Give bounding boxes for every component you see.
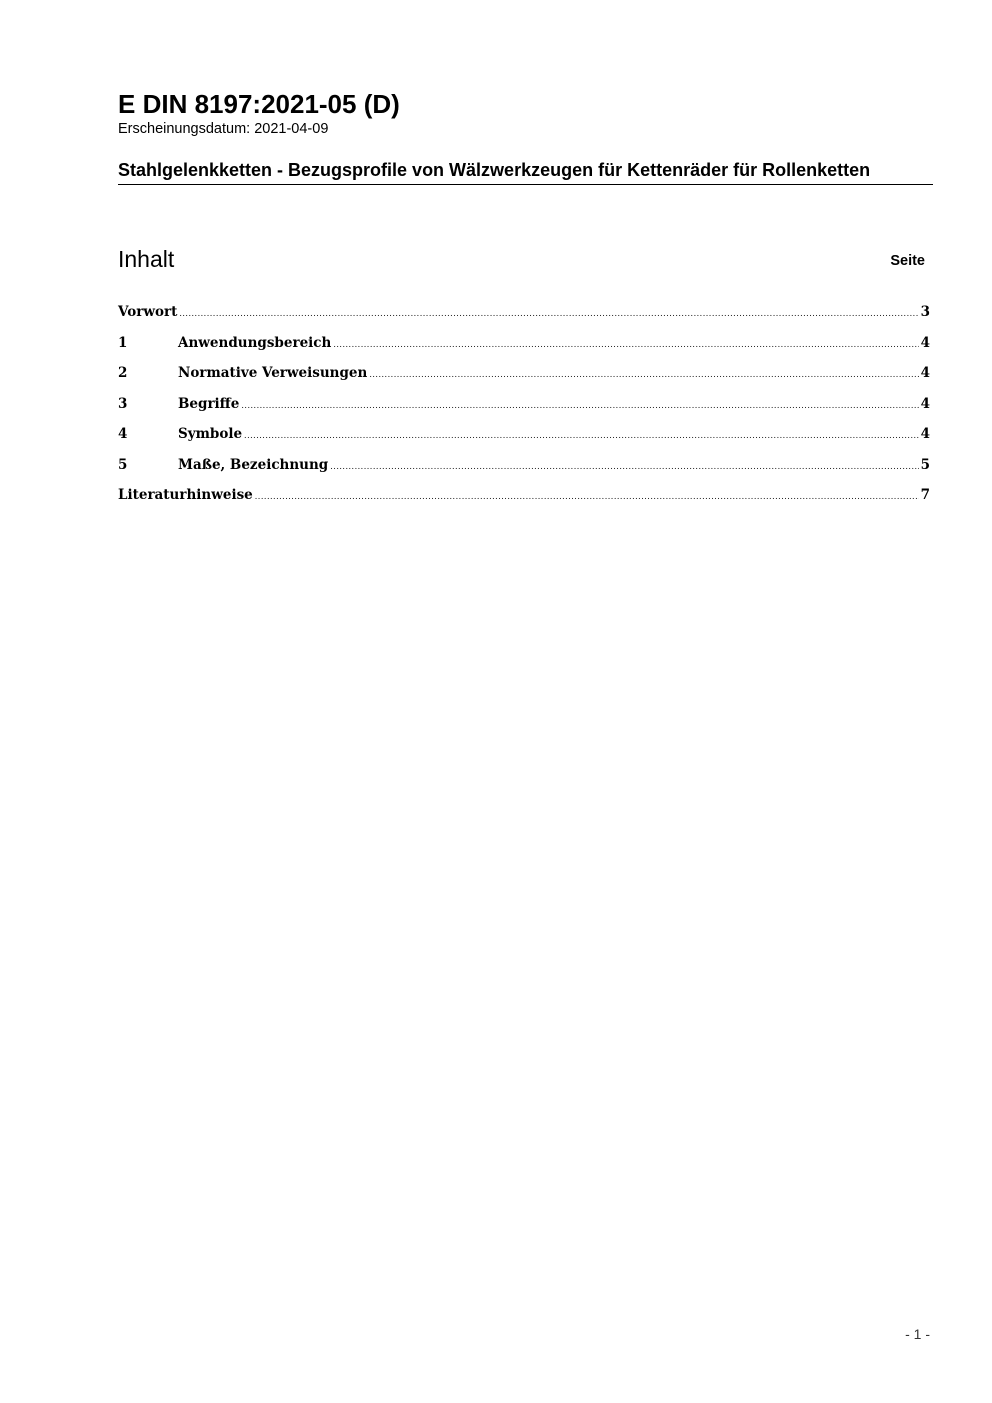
toc-entry-number: 2 bbox=[118, 365, 128, 381]
toc-entry-page: 4 bbox=[920, 334, 930, 351]
toc-entry-number: 5 bbox=[118, 456, 128, 473]
publication-date-line bbox=[118, 120, 328, 138]
publication-date-label: Erscheinungsdatum: bbox=[118, 121, 251, 137]
toc-entry-title: Anwendungsbereich bbox=[178, 334, 332, 351]
toc-entry-title: Vorwort bbox=[118, 304, 178, 320]
toc-entry-page: 4 bbox=[920, 395, 930, 412]
toc-entry-title: Begriffe bbox=[178, 395, 240, 412]
toc-entry-literaturhinweise[interactable] bbox=[118, 485, 930, 516]
toc-leader-dots bbox=[241, 396, 918, 416]
toc-leader-dots bbox=[330, 457, 918, 477]
toc-entry-vorwort[interactable] bbox=[118, 302, 930, 333]
toc-entry-normative-verweisungen[interactable] bbox=[118, 363, 930, 394]
toc-leader-dots bbox=[255, 487, 919, 507]
toc-entry-number: 4 bbox=[118, 426, 128, 442]
toc-entry-title: Literaturhinweise bbox=[118, 487, 253, 503]
publication-date: 2021-04-09 bbox=[254, 121, 329, 137]
table-of-contents bbox=[118, 302, 930, 516]
toc-entry-number: 1 bbox=[118, 334, 128, 351]
toc-page-column-heading: Seite bbox=[890, 253, 925, 269]
toc-leader-dots bbox=[179, 304, 918, 324]
toc-leader-dots bbox=[244, 426, 919, 446]
toc-leader-dots bbox=[369, 365, 918, 385]
toc-entry-title: Symbole bbox=[178, 426, 243, 442]
toc-entry-number: 3 bbox=[118, 395, 128, 412]
page-number: - 1 - bbox=[905, 1326, 930, 1342]
toc-entry-page: 5 bbox=[920, 456, 930, 473]
toc-entry-page: 7 bbox=[920, 487, 930, 503]
toc-entry-page: 4 bbox=[920, 365, 930, 381]
toc-entry-symbole[interactable] bbox=[118, 424, 930, 455]
toc-leader-dots bbox=[333, 335, 918, 355]
toc-entry-title: Maße, Bezeichnung bbox=[178, 456, 329, 473]
toc-entry-anwendungsbereich[interactable] bbox=[118, 333, 930, 364]
toc-entry-begriffe[interactable] bbox=[118, 394, 930, 425]
document-number: E DIN 8197:2021-05 (D) bbox=[118, 89, 400, 119]
toc-heading: Inhalt bbox=[118, 246, 175, 272]
toc-entry-title: Normative Verweisungen bbox=[178, 365, 368, 381]
document-title: Stahlgelenkketten - Bezugsprofile von Wälzwerkzeugen für Kettenräder für Rollenketten bbox=[118, 158, 933, 185]
toc-entry-masse-bezeichnung[interactable] bbox=[118, 455, 930, 486]
toc-entry-page: 4 bbox=[920, 426, 930, 442]
toc-entry-page: 3 bbox=[920, 304, 930, 320]
